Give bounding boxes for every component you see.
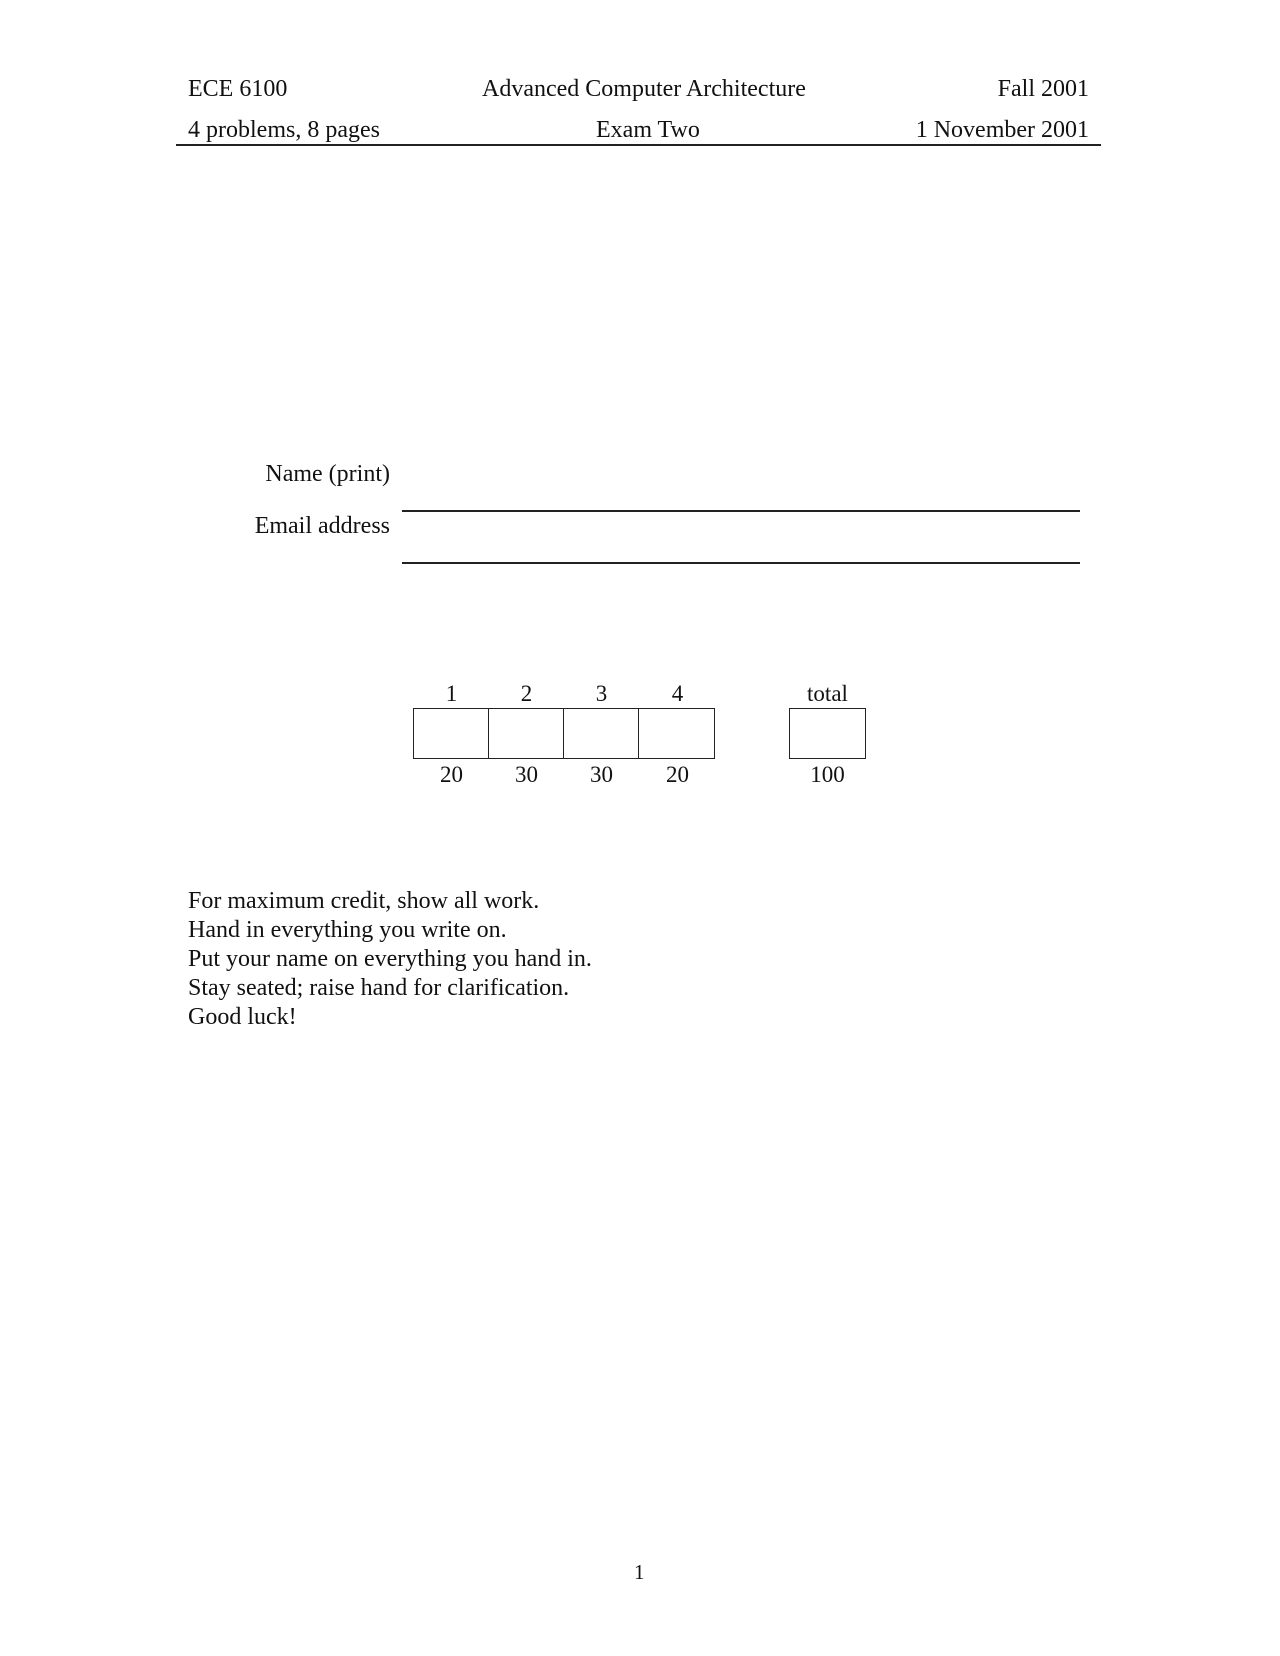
problem-points: 30 <box>515 762 538 787</box>
problem-points: 20 <box>666 762 689 787</box>
term: Fall 2001 <box>997 76 1089 102</box>
instruction-line: Stay seated; raise hand for clarification. <box>188 975 570 1001</box>
problem-label: 2 <box>520 681 533 706</box>
score-box-problem-2[interactable] <box>488 708 565 759</box>
exam-date: 1 November 2001 <box>915 117 1089 143</box>
score-box-total[interactable] <box>789 708 866 759</box>
problem-points: 20 <box>440 762 463 787</box>
page-number: 1 <box>634 1560 645 1584</box>
total-label: total <box>807 681 848 706</box>
instruction-line: Put your name on everything you hand in. <box>188 946 592 972</box>
score-box-problem-3[interactable] <box>563 708 640 759</box>
problem-label: 3 <box>595 681 608 706</box>
header-rule <box>176 144 1101 146</box>
email-label: Email address <box>254 513 390 539</box>
instructions <box>188 887 592 1032</box>
instruction-line: Good luck! <box>188 1004 297 1030</box>
course-number: ECE 6100 <box>188 76 288 102</box>
score-box-problem-1[interactable] <box>413 708 490 759</box>
score-box-problem-4[interactable] <box>638 708 715 759</box>
email-field[interactable] <box>402 562 1080 564</box>
name-label: Name (print) <box>265 461 390 487</box>
problem-label: 4 <box>671 681 684 706</box>
problem-points: 30 <box>590 762 613 787</box>
name-field[interactable] <box>402 510 1080 512</box>
problems-pages: 4 problems, 8 pages <box>188 117 380 143</box>
course-title: Advanced Computer Architecture <box>482 76 806 102</box>
instruction-line: Hand in everything you write on. <box>188 917 507 943</box>
total-points: 100 <box>810 762 845 787</box>
instruction-line: For maximum credit, show all work. <box>188 888 540 914</box>
exam-name: Exam Two <box>596 117 700 143</box>
problem-label: 1 <box>445 681 458 706</box>
